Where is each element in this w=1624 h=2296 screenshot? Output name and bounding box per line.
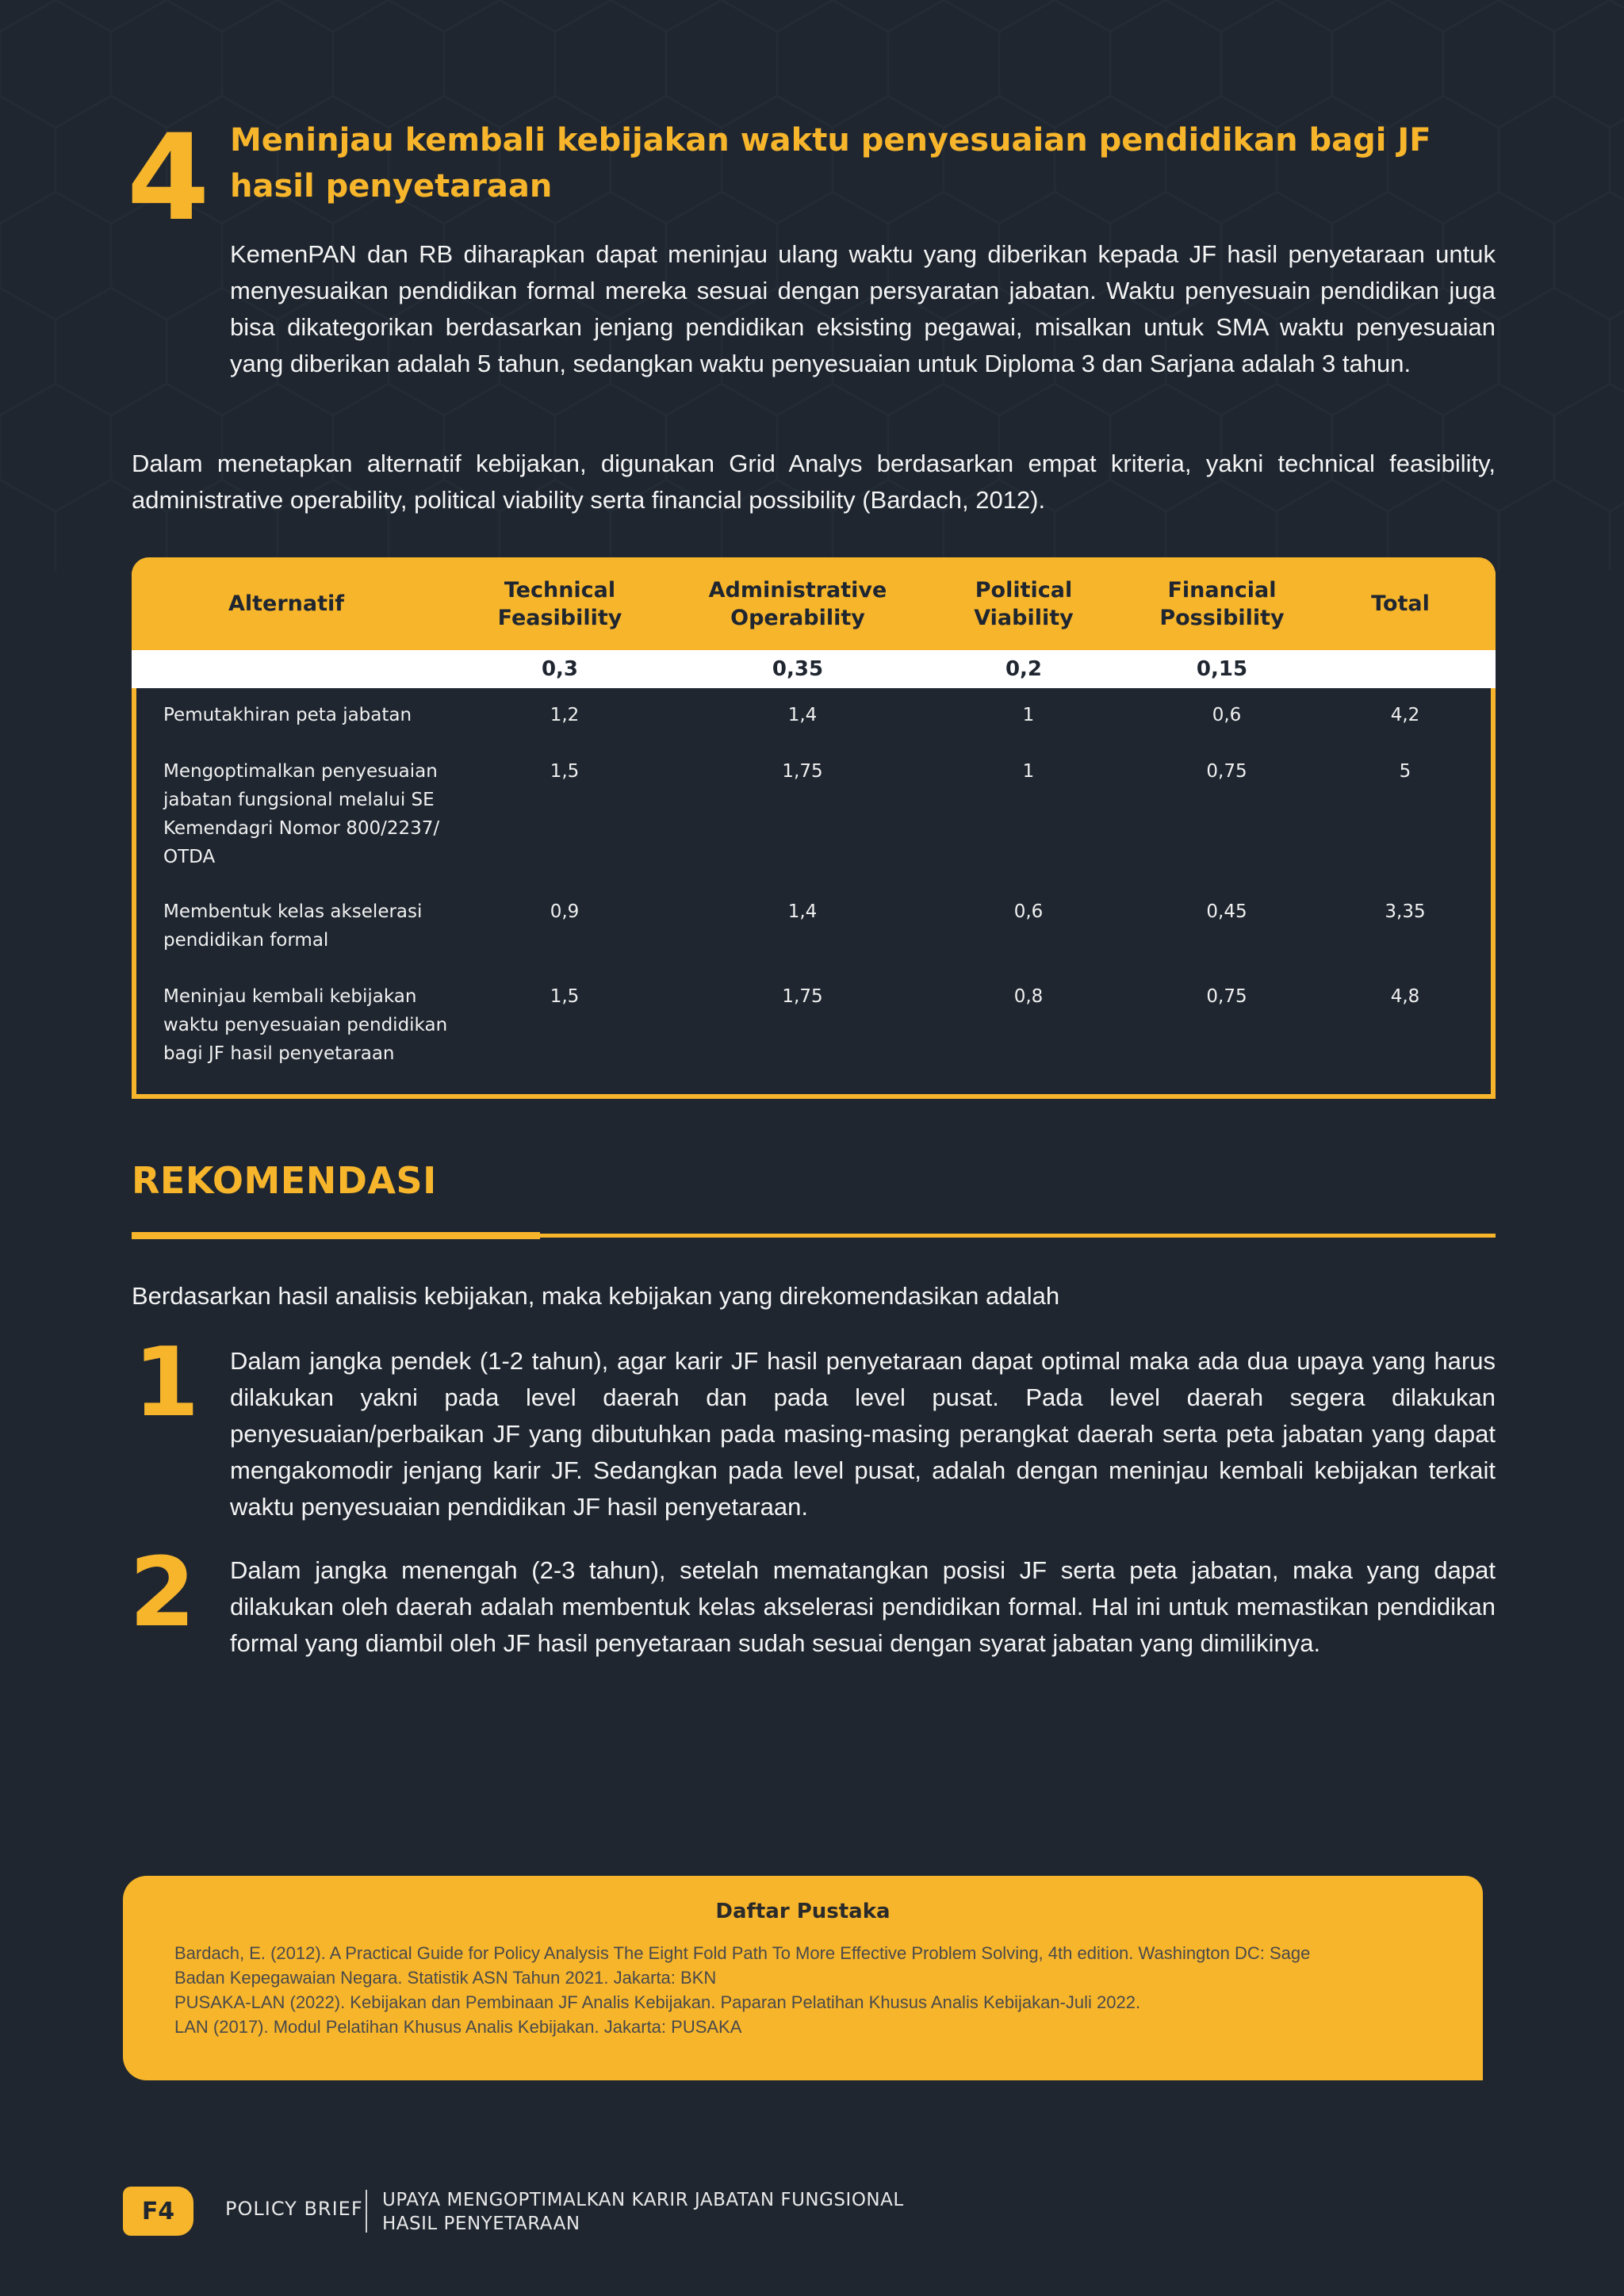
table-row-1-total: 4,2 — [1390, 705, 1420, 725]
table-row-2-technical: 1,5 — [550, 761, 580, 782]
table-row-1-alternatif: Pemutakhiran peta jabatan — [163, 705, 412, 725]
footer-policy-brief-label: POLICY BRIEF — [225, 2198, 363, 2220]
table-row-4-alternatif: Meninjau kembali kebijakan waktu penyesuaian pendidikan bagi JF hasil penyetaraan — [163, 986, 448, 1064]
header-alternatif: Alternatif — [228, 591, 345, 616]
table-row-1-political: 1 — [1022, 705, 1035, 725]
table-row-3-financial: 0,45 — [1206, 901, 1247, 922]
table-row-2-total: 5 — [1399, 761, 1411, 782]
table-row-4-financial: 0,75 — [1206, 986, 1247, 1007]
weight-administrative: 0,35 — [772, 657, 824, 681]
header-political: Political Viability — [974, 577, 1074, 630]
table-row-1-financial: 0,6 — [1212, 705, 1242, 725]
recommendation-2-number: 2 — [129, 1538, 196, 1648]
recommendation-1-number: 1 — [133, 1328, 200, 1438]
weight-technical: 0,3 — [541, 657, 579, 681]
table-row-3-administrative: 1,4 — [787, 901, 818, 922]
section-title: Meninjau kembali kebijakan waktu penyesuaian pendidikan bagi JF hasil penyetaraan — [230, 122, 1431, 205]
table-row-1-technical: 1,2 — [550, 705, 580, 725]
table-row-4-administrative: 1,75 — [782, 986, 823, 1007]
weight-political: 0,2 — [1005, 657, 1043, 681]
footer-divider — [366, 2190, 367, 2233]
table-row-4-total: 4,8 — [1390, 986, 1420, 1007]
reference-item: Badan Kepegawaian Negara. Statistik ASN Tahun 2021. Jakarta: BKN — [174, 1968, 717, 1988]
table-row-2-political: 1 — [1022, 761, 1035, 782]
section-body: KemenPAN dan RB diharapkan dapat meninjau ulang waktu yang diberikan kepada JF hasil penyetaraan untuk menyesuaikan pendidikan formal mereka sesuai dengan persyaratan jabatan. Waktu penyesuain pendidikan juga bisa dikategorikan berdasarkan jenjang pendidikan eksisting pegawai, misalkan untuk SMA waktu penyesuaian yang diberikan adalah 5 tahun, sedangkan waktu penyesuaian untuk Diploma 3 dan Sarjana adalah 3 tahun. — [230, 240, 1496, 377]
header-technical: Technical Feasibility — [497, 577, 622, 630]
rekomendasi-heading: REKOMENDASI — [132, 1159, 437, 1202]
table-header — [132, 557, 1496, 650]
table-row-4-technical: 1,5 — [550, 986, 580, 1007]
table-row-2-administrative: 1,75 — [782, 761, 823, 782]
table-row-3-total: 3,35 — [1385, 901, 1426, 922]
references-title: Daftar Pustaka — [715, 1900, 891, 1923]
recommendation-1-text: Dalam jangka pendek (1-2 tahun), agar karir JF hasil penyetaraan dapat optimal maka ada dua upaya yang harus dilakukan yakni pada level daerah dan pada level pusat. Pada level daerah segera dilakukan penyesuaian/perbaikan JF yang dibutuhkan pada masing-masing perangkat daerah serta peta jabatan yang dapat mengakomodir jenjang karir JF. Sedangkan pada level pusat, adalah dengan meninjau kembali kebijakan terkait waktu penyesuaian pendidikan JF hasil penyetaraan. — [230, 1347, 1496, 1521]
section-number: 4 — [127, 109, 210, 247]
page-number-badge: F4 — [123, 2187, 193, 2236]
table-row-4-political: 0,8 — [1013, 986, 1044, 1007]
table-row-2-alternatif: Mengoptimalkan penyesuaian jabatan fungsional melalui SE Kemendagri Nomor 800/2237/ OTDA — [163, 761, 440, 867]
recommendation-2-text: Dalam jangka menengah (2-3 tahun), setelah mematangkan posisi JF serta peta jabatan, maka yang dapat dilakukan oleh daerah adalah membentuk kelas akselerasi pendidikan formal. Hal ini untuk memastikan pendidikan formal yang diambil oleh JF hasil penyetaraan sudah sesuai dengan syarat jabatan yang dimilikinya. — [230, 1556, 1496, 1657]
reference-item: LAN (2017). Modul Pelatihan Khusus Analis Kebijakan. Jakarta: PUSAKA — [174, 2017, 742, 2037]
heading-divider-accent — [132, 1232, 540, 1239]
references-box — [123, 1876, 1483, 2080]
header-administrative: Administrative Operability — [708, 577, 887, 630]
weight-financial: 0,15 — [1196, 657, 1248, 681]
footer-title-line-1: UPAYA MENGOPTIMALKAN KARIR JABATAN FUNGSIONAL — [382, 2190, 904, 2210]
footer-document-title — [382, 2188, 1096, 2236]
header-financial: Financial Possibility — [1159, 577, 1285, 630]
grid-analysis-table — [132, 557, 1496, 1099]
table-row-3-technical: 0,9 — [550, 901, 580, 922]
reference-item: Bardach, E. (2012). A Practical Guide for Policy Analysis The Eight Fold Path To More Effective Problem Solving, 4th edition. Washington DC: Sage — [174, 1943, 1311, 1963]
table-row-1-administrative: 1,4 — [787, 705, 818, 725]
rekomendasi-intro: Berdasarkan hasil analisis kebijakan, maka kebijakan yang direkomendasikan adalah — [132, 1282, 1060, 1310]
table-row-3-political: 0,6 — [1013, 901, 1044, 922]
weights-row — [132, 650, 1496, 688]
header-total: Total — [1371, 591, 1430, 616]
references-list — [174, 1941, 1459, 2039]
footer-title-line-2: HASIL PENYETARAAN — [382, 2214, 580, 2234]
table-row-2-financial: 0,75 — [1206, 761, 1247, 782]
reference-item: PUSAKA-LAN (2022). Kebijakan dan Pembinaan JF Analis Kebijakan. Paparan Pelatihan Khusus Analis Kebijakan-Juli 2022. — [174, 1992, 1141, 2012]
table-row-3-alternatif: Membentuk kelas akselerasi pendidikan formal — [163, 901, 423, 951]
intro-paragraph: Dalam menetapkan alternatif kebijakan, digunakan Grid Analys berdasarkan empat kriteria, yakni technical feasibility, administrative operability, political viability serta financial possibility (Bardach, 2012). — [132, 450, 1496, 514]
